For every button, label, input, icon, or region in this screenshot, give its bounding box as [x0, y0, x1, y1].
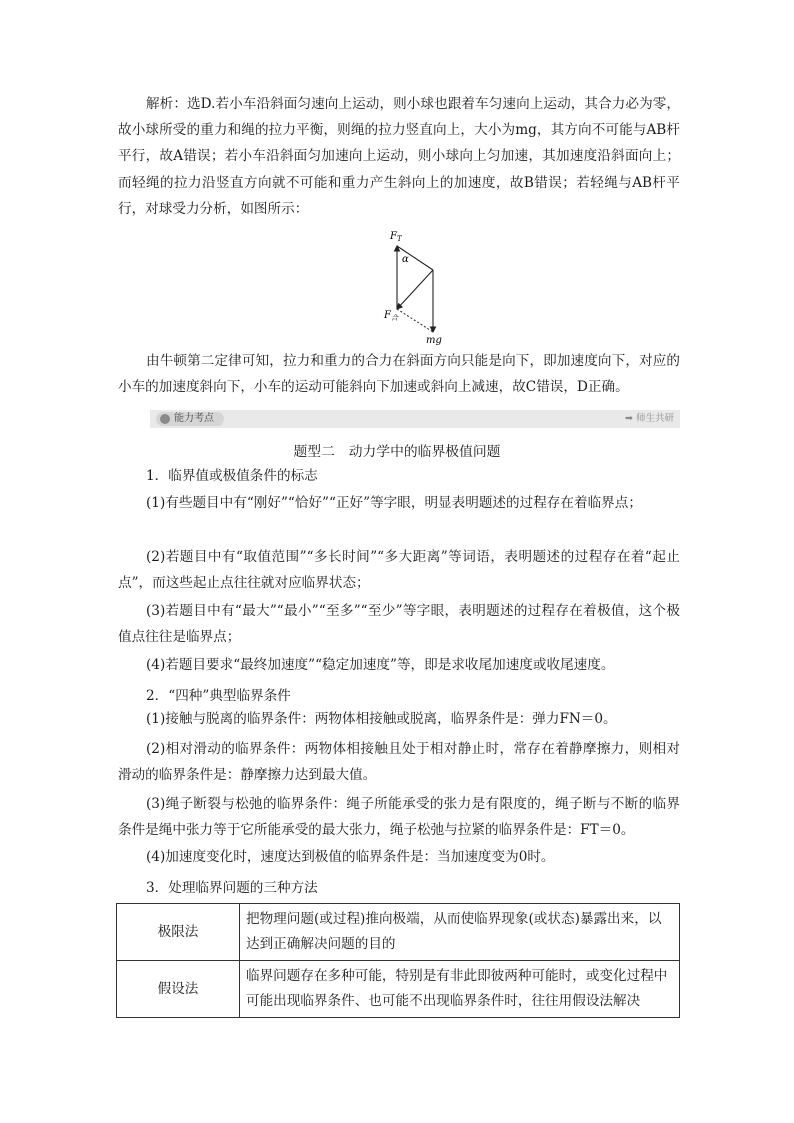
point2-heading: 2．“四种”典型临界条件: [146, 688, 291, 704]
label-mg: mg: [426, 335, 442, 346]
section-title: 题型二 动力学中的临界极值问题: [293, 444, 501, 460]
analysis-paragraph-1: 解析：选D.若小车沿斜面匀速向上运动，则小球也跟着车匀速向上运动，其合力必为零，故小球所受的重力和绳的拉力平衡，则绳的拉力竖直向上，大小为mg，其方向不可能与AB杆平行，故A错误；若小车沿斜面匀加速向上运动，则小球向上匀加速，其加速度沿斜面向上；而轻绳的拉力沿竖直方向就不可能和重力产生斜向上的加速度，故B错误；若轻绳与AB杆平行，对球受力分析，如图所示：: [118, 96, 680, 217]
lightbulb-icon: [160, 414, 170, 424]
label-ft: $F_T$: [390, 231, 402, 243]
section-tag-label: 能力考点: [174, 413, 214, 424]
point1-item-1: (1)有些题目中有“刚好”“恰好”“正好”等字眼，明显表明题述的过程存在着临界点；: [146, 495, 642, 511]
table-row: [117, 904, 680, 961]
force-diagram: [370, 224, 460, 346]
analysis-paragraph-2: 由牛顿第二定律可知，拉力和重力的合力在斜面方向只能是向下，即加速度向下，对应的小车的加速度斜向下，小车的运动可能斜向下加速或斜向上减速，故C错误，D正确。: [118, 353, 680, 396]
point2-item-1: (1)接触与脱离的临界条件：两物体相接触或脱离，临界条件是：弹力FN＝0。: [146, 711, 617, 727]
section-tag: [156, 412, 224, 426]
method-name: 假设法: [117, 961, 240, 1018]
label-fhe: $F_合$: [384, 310, 398, 322]
methods-table: [116, 903, 680, 1018]
method-name: 极限法: [117, 904, 240, 961]
point1-heading: 1．临界值或极值条件的标志: [146, 468, 318, 484]
point2-item-2: (2)相对滑动的临界条件：两物体相接触且处于相对静止时，常存在着静摩擦力，则相对滑动的临界条件是：静摩擦力达到最大值。: [118, 741, 680, 784]
point2-item-3: (3)绳子断裂与松弛的临界条件：绳子所能承受的张力是有限度的，绳子断与不断的临界条件是绳中张力等于它所能承受的最大张力，绳子松弛与拉紧的临界条件是：FT＝0。: [118, 796, 680, 839]
point1-item-4: (4)若题目要求“最终加速度”“稳定加速度”等，即是求收尾加速度或收尾速度。: [146, 657, 615, 673]
dashed-bottom-line: [397, 309, 433, 332]
label-alpha: α: [402, 254, 409, 265]
point1-item-2: (2)若题目中有“取值范围”“多长时间”“多大距离”等词语，表明题述的过程存在着“起止点”，而这些起止点往往就对应临界状态；: [118, 549, 680, 592]
point2-item-4: (4)加速度变化时，速度达到极值的临界条件是：当加速度变为0时。: [146, 849, 555, 865]
table-row: [117, 961, 680, 1018]
section-banner: [150, 410, 680, 428]
section-right-label: ➡ 师生共研: [625, 413, 674, 424]
resultant-vector: [397, 270, 433, 309]
point3-heading: 3．处理临界问题的三种方法: [146, 880, 318, 896]
method-description: 把物理问题(或过程)推向极端，从而使临界现象(或状态)暴露出来，以达到正确解决问题的目的: [240, 904, 680, 961]
method-description: 临界问题存在多种可能，特别是有非此即彼两种可能时，或变化过程中可能出现临界条件、也可能不出现临界条件时，往往用假设法解决: [240, 961, 680, 1018]
point1-item-3: (3)若题目中有“最大”“最小”“至多”“至少”等字眼，表明题述的过程存在着极值，这个极值点往往是临界点；: [118, 603, 680, 646]
